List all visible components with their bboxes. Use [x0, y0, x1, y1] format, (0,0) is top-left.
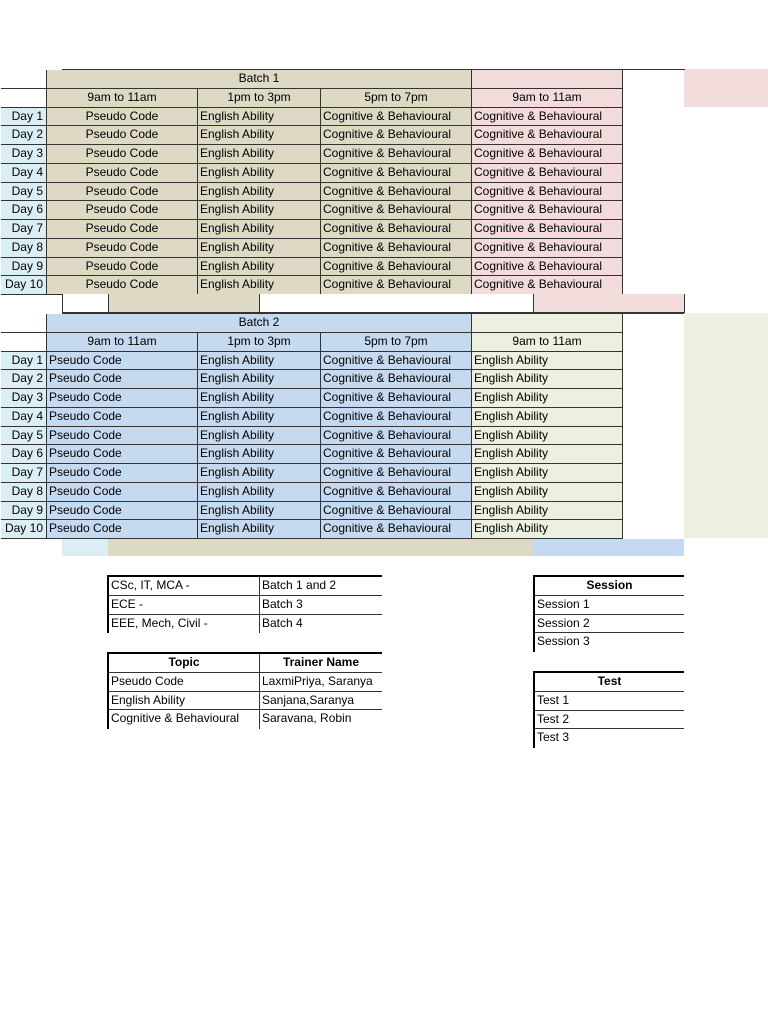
- batch2-session-cell: Pseudo Code: [47, 502, 198, 521]
- batch2-session-cell: Pseudo Code: [47, 464, 198, 483]
- batch1-session-cell: Cognitive & Behavioural: [472, 108, 623, 127]
- batch1-day-label: Day 2: [1, 126, 47, 145]
- batch2-session-cell: Cognitive & Behavioural: [321, 520, 472, 539]
- trainer-table-cell: Trainer Name: [260, 654, 382, 673]
- batch2-session-cell: Cognitive & Behavioural: [321, 352, 472, 371]
- department-table-cell: Batch 4: [260, 615, 382, 634]
- batch2-session-cell: English Ability: [472, 502, 623, 521]
- batch1-session-cell: English Ability: [198, 258, 321, 277]
- batch1-day-label: Day 5: [1, 183, 47, 202]
- department-table-cell: Batch 3: [260, 596, 382, 615]
- batch1-session-cell: Cognitive & Behavioural: [321, 239, 472, 258]
- batch2-session-cell: Cognitive & Behavioural: [321, 427, 472, 446]
- batch1-session-cell: Pseudo Code: [47, 220, 198, 239]
- batch2-session-cell: English Ability: [198, 352, 321, 371]
- batch2-session-cell: Pseudo Code: [47, 370, 198, 389]
- batch2-session-cell: Cognitive & Behavioural: [321, 389, 472, 408]
- batch1-extension-band: [684, 69, 768, 107]
- batch1-session-cell: Pseudo Code: [47, 183, 198, 202]
- blank-cell: [534, 294, 685, 313]
- session-table: [533, 575, 684, 652]
- trainer-table-cell: English Ability: [109, 692, 260, 711]
- batch1-corner-cell: [1, 70, 47, 89]
- batch1-time-corner: [1, 89, 47, 108]
- batch2-session-cell: English Ability: [472, 408, 623, 427]
- trainer-table-cell: LaxmiPriya, Saranya: [260, 673, 382, 692]
- batch1-session-cell: Cognitive & Behavioural: [472, 183, 623, 202]
- batch2-session-cell: English Ability: [472, 427, 623, 446]
- batch2-session-cell: Pseudo Code: [47, 483, 198, 502]
- strip-main: [108, 539, 533, 556]
- batch2-session-cell: English Ability: [198, 502, 321, 521]
- batch2-day-label: Day 10: [1, 520, 47, 539]
- batch2-session-cell: Cognitive & Behavioural: [321, 483, 472, 502]
- batch1-title: Batch 1: [47, 70, 472, 89]
- batch1-session-cell: Cognitive & Behavioural: [472, 164, 623, 183]
- batch2-session-cell: Pseudo Code: [47, 427, 198, 446]
- department-table: [107, 575, 382, 633]
- batch2-session-cell: Pseudo Code: [47, 445, 198, 464]
- batch1-session-cell: English Ability: [198, 220, 321, 239]
- batch1-session-cell: Pseudo Code: [47, 126, 198, 145]
- trainer-table-cell: Sanjana,Saranya: [260, 692, 382, 711]
- batch1-session-cell: Pseudo Code: [47, 276, 198, 295]
- batch2-session-cell: Cognitive & Behavioural: [321, 464, 472, 483]
- department-table-cell: CSc, IT, MCA -: [109, 577, 260, 596]
- batch2-corner-cell: [1, 314, 47, 333]
- batch2-session-cell: English Ability: [472, 445, 623, 464]
- blank-cell: [260, 294, 534, 313]
- trainer-table-cell: Saravana, Robin: [260, 710, 382, 729]
- batch2-session-cell: English Ability: [472, 464, 623, 483]
- batch1-day-label: Day 10: [1, 276, 47, 295]
- batch1-day-label: Day 7: [1, 220, 47, 239]
- department-table-cell: EEE, Mech, Civil -: [109, 615, 260, 634]
- test-table-cell: Test 3: [535, 729, 684, 748]
- batch2-day-label: Day 8: [1, 483, 47, 502]
- batch2-time-header: 9am to 11am: [472, 333, 623, 352]
- batch2-day-label: Day 2: [1, 370, 47, 389]
- batch1-session-cell: English Ability: [198, 145, 321, 164]
- batch2-session-cell: Cognitive & Behavioural: [321, 502, 472, 521]
- batch1-session-cell: Pseudo Code: [47, 108, 198, 127]
- batch2-day-label: Day 5: [1, 427, 47, 446]
- department-table-cell: Batch 1 and 2: [260, 577, 382, 596]
- batch1-grid: [4, 69, 685, 295]
- session-table-cell: Session 2: [535, 615, 684, 634]
- batch2-session-cell: English Ability: [472, 520, 623, 539]
- batch2-session-cell: English Ability: [198, 483, 321, 502]
- batch2-time-header: 9am to 11am: [47, 333, 198, 352]
- batch1-day-label: Day 1: [1, 108, 47, 127]
- batch2-day-label: Day 4: [1, 408, 47, 427]
- batch1-session-cell: Cognitive & Behavioural: [472, 239, 623, 258]
- batch1-session-cell: English Ability: [198, 239, 321, 258]
- batch1-session-cell: Cognitive & Behavioural: [321, 183, 472, 202]
- batch1-day-label: Day 9: [1, 258, 47, 277]
- test-table: [533, 671, 684, 748]
- batch1-time-header: 1pm to 3pm: [198, 89, 321, 108]
- blank-cell: [109, 294, 260, 313]
- batch1-session-cell: Cognitive & Behavioural: [472, 220, 623, 239]
- trainer-table: [107, 652, 382, 729]
- batch1-time-header: 9am to 11am: [47, 89, 198, 108]
- session-table-cell: Session 1: [535, 596, 684, 615]
- batch1-session-cell: English Ability: [198, 164, 321, 183]
- batch2-session-cell: English Ability: [472, 389, 623, 408]
- batch2-right-band: [684, 313, 768, 538]
- batch2-time-header: 1pm to 3pm: [198, 333, 321, 352]
- batch2-session-cell: Cognitive & Behavioural: [321, 408, 472, 427]
- batch1-session-cell: Cognitive & Behavioural: [472, 126, 623, 145]
- batch1-title-extra: [472, 70, 623, 89]
- batch1-time-header: 9am to 11am: [472, 89, 623, 108]
- trainer-table-cell: Cognitive & Behavioural: [109, 710, 260, 729]
- strip-fourth: [533, 539, 684, 556]
- batch2-session-cell: English Ability: [198, 370, 321, 389]
- batch1-blank-row: [62, 294, 685, 314]
- batch1-session-cell: Cognitive & Behavioural: [472, 276, 623, 295]
- batch1-session-cell: English Ability: [198, 126, 321, 145]
- batch1-session-cell: Cognitive & Behavioural: [472, 201, 623, 220]
- test-table-cell: Test 1: [535, 692, 684, 711]
- trainer-table-cell: Topic: [109, 654, 260, 673]
- batch2-session-cell: English Ability: [198, 427, 321, 446]
- batch2-grid: [4, 313, 685, 539]
- batch2-session-cell: English Ability: [198, 389, 321, 408]
- batch2-session-cell: English Ability: [198, 408, 321, 427]
- batch2-session-cell: English Ability: [198, 445, 321, 464]
- batch1-session-cell: English Ability: [198, 276, 321, 295]
- batch1-day-label: Day 8: [1, 239, 47, 258]
- batch2-day-label: Day 9: [1, 502, 47, 521]
- session-table-cell: Session: [535, 577, 684, 596]
- batch1-session-cell: English Ability: [198, 201, 321, 220]
- batch2-day-label: Day 1: [1, 352, 47, 371]
- test-table-cell: Test: [535, 673, 684, 692]
- batch2-session-cell: Pseudo Code: [47, 520, 198, 539]
- batch1-session-cell: English Ability: [198, 108, 321, 127]
- batch1-session-cell: Cognitive & Behavioural: [321, 201, 472, 220]
- batch2-session-cell: Pseudo Code: [47, 389, 198, 408]
- batch2-time-header: 5pm to 7pm: [321, 333, 472, 352]
- batch2-day-label: Day 6: [1, 445, 47, 464]
- batch1-session-cell: Pseudo Code: [47, 239, 198, 258]
- batch1-session-cell: Pseudo Code: [47, 164, 198, 183]
- session-table-cell: Session 3: [535, 633, 684, 652]
- blank-cell: [63, 294, 109, 313]
- batch2-session-cell: English Ability: [472, 370, 623, 389]
- batch1-session-cell: Cognitive & Behavioural: [321, 220, 472, 239]
- batch2-day-label: Day 7: [1, 464, 47, 483]
- batch2-session-cell: Cognitive & Behavioural: [321, 445, 472, 464]
- batch1-day-label: Day 3: [1, 145, 47, 164]
- batch1-session-cell: Cognitive & Behavioural: [472, 258, 623, 277]
- batch2-session-cell: English Ability: [472, 352, 623, 371]
- batch2-session-cell: Cognitive & Behavioural: [321, 370, 472, 389]
- batch1-time-header: 5pm to 7pm: [321, 89, 472, 108]
- test-table-cell: Test 2: [535, 711, 684, 730]
- batch2-session-cell: English Ability: [472, 483, 623, 502]
- batch2-time-corner: [1, 333, 47, 352]
- trainer-table-cell: Pseudo Code: [109, 673, 260, 692]
- batch2-title-extra: [472, 314, 623, 333]
- batch2-session-cell: English Ability: [198, 464, 321, 483]
- batch1-session-cell: Pseudo Code: [47, 258, 198, 277]
- batch1-session-cell: English Ability: [198, 183, 321, 202]
- department-table-cell: ECE -: [109, 596, 260, 615]
- batch2-session-cell: Pseudo Code: [47, 352, 198, 371]
- batch1-session-cell: Cognitive & Behavioural: [321, 258, 472, 277]
- batch1-session-cell: Cognitive & Behavioural: [321, 164, 472, 183]
- batch2-day-label: Day 3: [1, 389, 47, 408]
- batch1-session-cell: Cognitive & Behavioural: [321, 108, 472, 127]
- batch1-session-cell: Pseudo Code: [47, 201, 198, 220]
- batch1-day-label: Day 4: [1, 164, 47, 183]
- batch1-session-cell: Pseudo Code: [47, 145, 198, 164]
- batch1-day-label: Day 6: [1, 201, 47, 220]
- batch1-session-cell: Cognitive & Behavioural: [321, 126, 472, 145]
- batch1-session-cell: Cognitive & Behavioural: [321, 276, 472, 295]
- batch1-session-cell: Cognitive & Behavioural: [472, 145, 623, 164]
- batch1-session-cell: Cognitive & Behavioural: [321, 145, 472, 164]
- batch2-session-cell: English Ability: [198, 520, 321, 539]
- batch2-session-cell: Pseudo Code: [47, 408, 198, 427]
- strip-day: [62, 539, 108, 556]
- batch2-title: Batch 2: [47, 314, 472, 333]
